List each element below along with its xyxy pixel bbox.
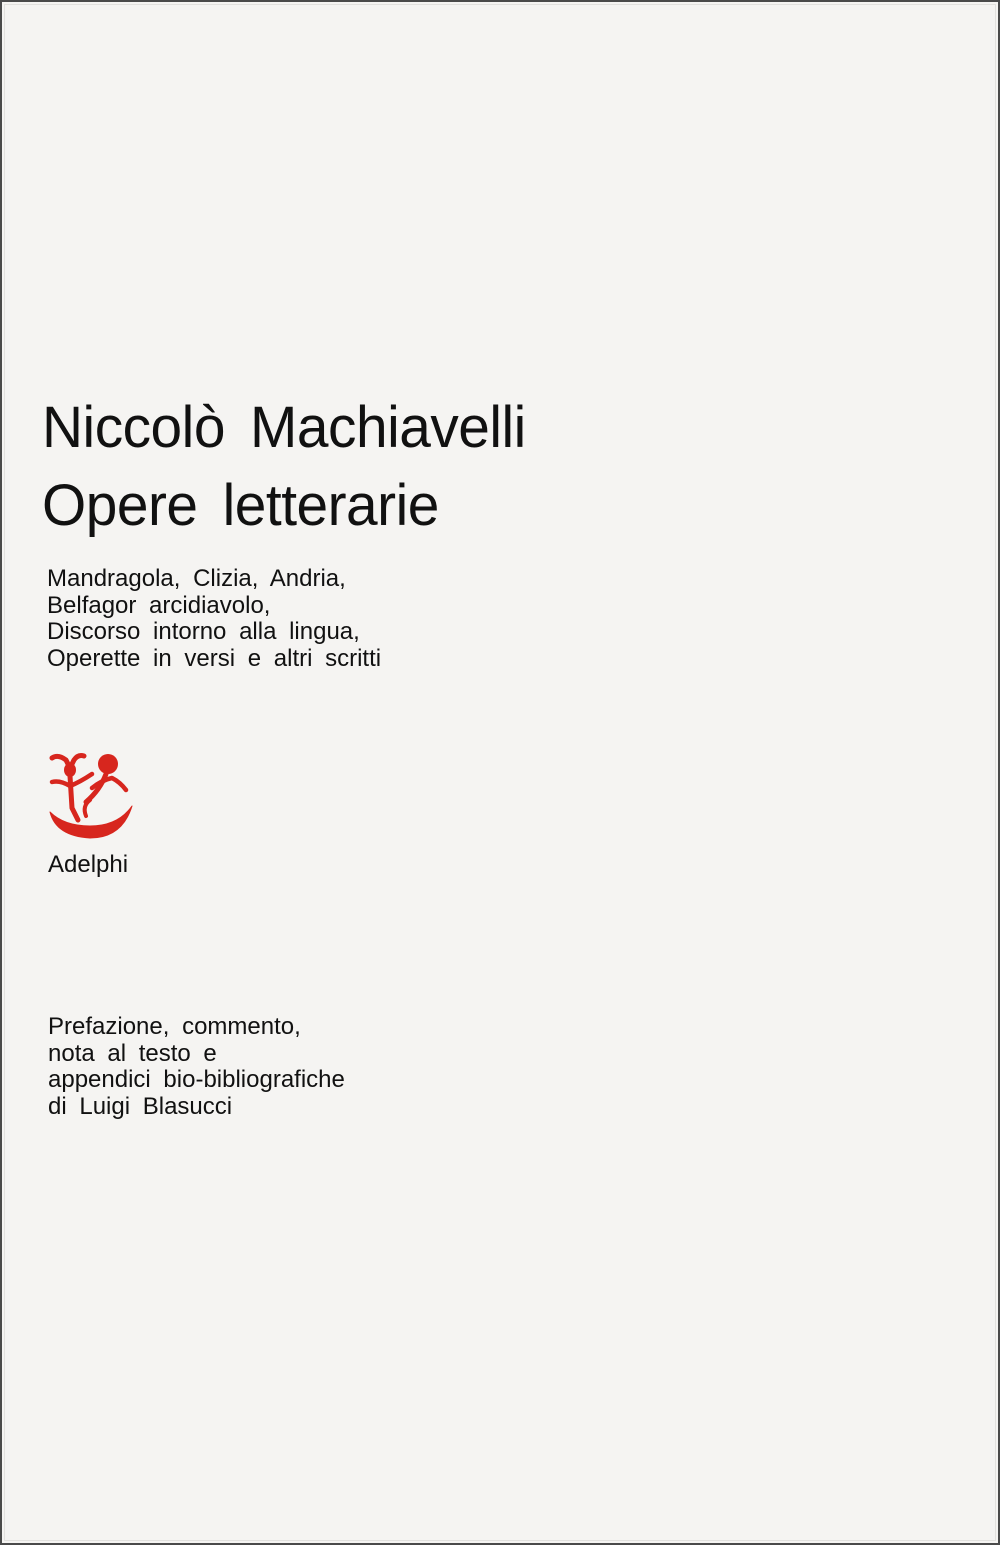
contents-line: Discorso intorno alla lingua, <box>47 618 360 645</box>
contents-line: Belfagor arcidiavolo, <box>47 591 271 619</box>
credits-line: nota al testo e <box>48 1039 217 1067</box>
contents-line: Operette in versi e altri scritti <box>47 644 382 672</box>
credits-line: di Luigi Blasucci <box>48 1092 233 1120</box>
contents-line: Mandragola, Clizia, Andria, <box>47 565 346 592</box>
publisher-name: Adelphi <box>48 851 129 878</box>
credits-line: Prefazione, commento, <box>48 1013 301 1040</box>
contents-list <box>47 566 381 672</box>
author-name: Niccolò Machiavelli <box>42 395 526 460</box>
book-title: Opere letterarie <box>42 473 439 538</box>
credits-block <box>48 1014 345 1120</box>
credits-line: appendici bio-bibliografiche <box>48 1066 345 1093</box>
adelphi-logo-icon <box>46 750 136 842</box>
